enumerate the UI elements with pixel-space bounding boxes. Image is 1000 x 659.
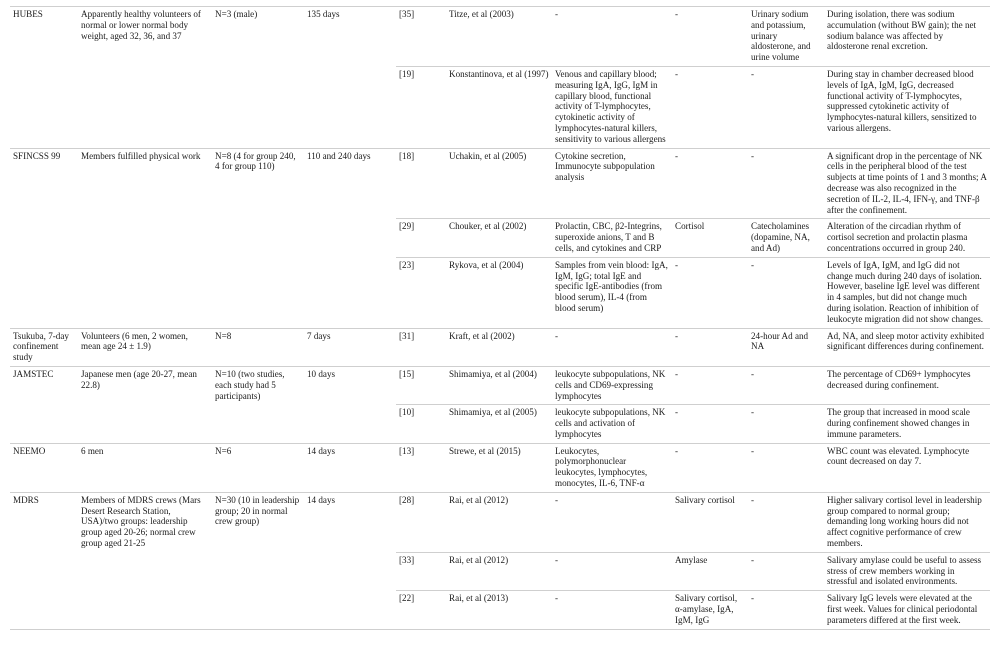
reference-cell: [13]	[396, 443, 446, 492]
reference-cell: [28]	[396, 492, 446, 552]
urine-markers-cell: -	[748, 257, 824, 328]
finding-cell: Salivary amylase could be useful to assess stress of crew members working in stressful and isolated environments.	[824, 552, 990, 590]
table-body	[10, 7, 990, 630]
author-cell: Shimamiya, et al (2004)	[446, 366, 552, 404]
study-name-cell	[10, 552, 78, 590]
duration-cell	[304, 219, 382, 257]
author-cell: Shimamiya, et al (2005)	[446, 405, 552, 443]
reference-cell: [18]	[396, 148, 446, 219]
table-row	[10, 66, 990, 148]
column-spacer	[382, 148, 396, 219]
subjects-cell	[78, 219, 212, 257]
study-name-cell	[10, 591, 78, 629]
urine-markers-cell: Urinary sodium and potassium, urinary aldosterone, and urine volume	[748, 7, 824, 67]
duration-cell	[304, 66, 382, 148]
column-spacer	[382, 405, 396, 443]
saliva-markers-cell: -	[672, 366, 748, 404]
saliva-markers-cell: -	[672, 7, 748, 67]
sample-size-cell	[212, 219, 304, 257]
finding-cell: WBC count was elevated. Lymphocyte count decreased on day 7.	[824, 443, 990, 492]
table-row	[10, 148, 990, 219]
urine-markers-cell: -	[748, 148, 824, 219]
finding-cell: Salivary IgG levels were elevated at the first week. Values for clinical periodontal parameters differed at the first week.	[824, 591, 990, 629]
sample-size-cell: N=10 (two studies, each study had 5 participants)	[212, 366, 304, 404]
reference-cell: [10]	[396, 405, 446, 443]
duration-cell: 110 and 240 days	[304, 148, 382, 219]
author-cell: Rai, et al (2013)	[446, 591, 552, 629]
table-row	[10, 405, 990, 443]
saliva-markers-cell: -	[672, 443, 748, 492]
saliva-markers-cell: Cortisol	[672, 219, 748, 257]
saliva-markers-cell: Salivary cortisol	[672, 492, 748, 552]
reference-cell: [31]	[396, 328, 446, 366]
blood-markers-cell: -	[552, 7, 672, 67]
column-spacer	[382, 492, 396, 552]
study-name-cell: HUBES	[10, 7, 78, 67]
author-cell: Kraft, et al (2002)	[446, 328, 552, 366]
duration-cell	[304, 552, 382, 590]
table-row	[10, 443, 990, 492]
subjects-cell	[78, 66, 212, 148]
reference-cell: [23]	[396, 257, 446, 328]
saliva-markers-cell: -	[672, 328, 748, 366]
sample-size-cell	[212, 257, 304, 328]
author-cell: Chouker, et al (2002)	[446, 219, 552, 257]
subjects-cell	[78, 257, 212, 328]
blood-markers-cell: leukocyte subpopulations, NK cells and CD69-expressing lymphocytes	[552, 366, 672, 404]
saliva-markers-cell: -	[672, 405, 748, 443]
duration-cell: 14 days	[304, 443, 382, 492]
studies-table	[10, 6, 990, 630]
subjects-cell	[78, 405, 212, 443]
duration-cell: 7 days	[304, 328, 382, 366]
subjects-cell: Japanese men (age 20-27, mean 22.8)	[78, 366, 212, 404]
column-spacer	[382, 219, 396, 257]
sample-size-cell: N=30 (10 in leadership group; 20 in normal crew group)	[212, 492, 304, 552]
duration-cell: 14 days	[304, 492, 382, 552]
table-row	[10, 7, 990, 67]
urine-markers-cell: Catecholamines (dopamine, NA, and Ad)	[748, 219, 824, 257]
finding-cell: Levels of IgA, IgM, and IgG did not change much during 240 days of isolation. However, baseline IgE level was different in 4 samples, but did not change much during isolation. Reaction of inhibition of leukocyte migration did not show changes.	[824, 257, 990, 328]
urine-markers-cell: 24-hour Ad and NA	[748, 328, 824, 366]
blood-markers-cell: Cytokine secretion, Immunocyte subpopulation analysis	[552, 148, 672, 219]
blood-markers-cell: -	[552, 328, 672, 366]
duration-cell: 10 days	[304, 366, 382, 404]
study-name-cell: SFINCSS 99	[10, 148, 78, 219]
finding-cell: Ad, NA, and sleep motor activity exhibited significant differences during confinement.	[824, 328, 990, 366]
author-cell: Strewe, et al (2015)	[446, 443, 552, 492]
urine-markers-cell: -	[748, 66, 824, 148]
sample-size-cell: N=8 (4 for group 240, 4 for group 110)	[212, 148, 304, 219]
table-row	[10, 219, 990, 257]
reference-cell: [29]	[396, 219, 446, 257]
sample-size-cell	[212, 66, 304, 148]
finding-cell: The percentage of CD69+ lymphocytes decreased during confinement.	[824, 366, 990, 404]
author-cell: Titze, et al (2003)	[446, 7, 552, 67]
saliva-markers-cell: Amylase	[672, 552, 748, 590]
saliva-markers-cell: -	[672, 66, 748, 148]
table-row	[10, 552, 990, 590]
author-cell: Rai, et al (2012)	[446, 492, 552, 552]
reference-cell: [22]	[396, 591, 446, 629]
blood-markers-cell: Leukocytes, polymorphonuclear leukocytes, lymphocytes, monocytes, IL-6, TNF-α	[552, 443, 672, 492]
duration-cell	[304, 591, 382, 629]
table-row	[10, 492, 990, 552]
subjects-cell: Apparently healthy volunteers of normal or lower normal body weight, aged 32, 36, and 37	[78, 7, 212, 67]
sample-size-cell	[212, 405, 304, 443]
column-spacer	[382, 257, 396, 328]
study-name-cell	[10, 405, 78, 443]
sample-size-cell: N=3 (male)	[212, 7, 304, 67]
blood-markers-cell: Prolactin, CBC, β2-Integrins, superoxide anions, T and B cells, and cytokines and CRP	[552, 219, 672, 257]
subjects-cell	[78, 552, 212, 590]
table-row	[10, 257, 990, 328]
urine-markers-cell: -	[748, 443, 824, 492]
duration-cell	[304, 257, 382, 328]
reference-cell: [35]	[396, 7, 446, 67]
blood-markers-cell: -	[552, 552, 672, 590]
blood-markers-cell: leukocyte subpopulations, NK cells and activation of lymphocytes	[552, 405, 672, 443]
table-row	[10, 591, 990, 629]
urine-markers-cell: -	[748, 552, 824, 590]
duration-cell: 135 days	[304, 7, 382, 67]
subjects-cell	[78, 591, 212, 629]
duration-cell	[304, 405, 382, 443]
finding-cell: A significant drop in the percentage of NK cells in the peripheral blood of the test subjects at time points of 1 and 3 months; A decrease was also recognized in the secretion of IL-2, IL-4, IFN-γ, and TNF-β after the confinement.	[824, 148, 990, 219]
subjects-cell: Volunteers (6 men, 2 women, mean age 24 ± 1.9)	[78, 328, 212, 366]
column-spacer	[382, 66, 396, 148]
author-cell: Uchakin, et al (2005)	[446, 148, 552, 219]
reference-cell: [19]	[396, 66, 446, 148]
table-row	[10, 328, 990, 366]
column-spacer	[382, 552, 396, 590]
saliva-markers-cell: -	[672, 148, 748, 219]
urine-markers-cell: -	[748, 492, 824, 552]
column-spacer	[382, 366, 396, 404]
sample-size-cell	[212, 591, 304, 629]
saliva-markers-cell: Salivary cortisol, α-amylase, IgA, IgM, IgG	[672, 591, 748, 629]
sample-size-cell: N=8	[212, 328, 304, 366]
sample-size-cell: N=6	[212, 443, 304, 492]
study-name-cell: JAMSTEC	[10, 366, 78, 404]
subjects-cell: Members fulfilled physical work	[78, 148, 212, 219]
finding-cell: Higher salivary cortisol level in leadership group compared to normal group; demanding long working hours did not affect cognitive performance of crew members.	[824, 492, 990, 552]
column-spacer	[382, 7, 396, 67]
table-row	[10, 366, 990, 404]
subjects-cell: Members of MDRS crews (Mars Desert Research Station, USA)/two groups: leadership group aged 20-26; normal crew group aged 21-25	[78, 492, 212, 552]
author-cell: Rykova, et al (2004)	[446, 257, 552, 328]
column-spacer	[382, 328, 396, 366]
study-name-cell	[10, 66, 78, 148]
blood-markers-cell: Venous and capillary blood; measuring IgA, IgG, IgM in capillary blood, functional activity of T-lymphocytes, cytokinetic activity of lymphocytes-natural killers, sensitivity to various allergens	[552, 66, 672, 148]
study-name-cell: Tsukuba, 7-day confinement study	[10, 328, 78, 366]
urine-markers-cell: -	[748, 591, 824, 629]
column-spacer	[382, 443, 396, 492]
finding-cell: During stay in chamber decreased blood levels of IgA, IgM, IgG, decreased functional activity of T-lymphocytes, suppressed cytokinetic activity of lymphocytes-natural killers, sensitized to various allergens.	[824, 66, 990, 148]
urine-markers-cell: -	[748, 405, 824, 443]
subjects-cell: 6 men	[78, 443, 212, 492]
study-name-cell: MDRS	[10, 492, 78, 552]
finding-cell: The group that increased in mood scale during confinement showed changes in immune parameters.	[824, 405, 990, 443]
saliva-markers-cell: -	[672, 257, 748, 328]
author-cell: Konstantinova, et al (1997)	[446, 66, 552, 148]
reference-cell: [15]	[396, 366, 446, 404]
study-name-cell	[10, 257, 78, 328]
column-spacer	[382, 591, 396, 629]
study-name-cell: NEEMO	[10, 443, 78, 492]
urine-markers-cell: -	[748, 366, 824, 404]
blood-markers-cell: Samples from vein blood: IgA, IgM, IgG; total IgE and specific IgE-antibodies (from blood serum), IL-4 (from blood serum)	[552, 257, 672, 328]
finding-cell: During isolation, there was sodium accumulation (without BW gain); the net sodium balance was affected by aldosterone renal excretion.	[824, 7, 990, 67]
author-cell: Rai, et al (2012)	[446, 552, 552, 590]
study-name-cell	[10, 219, 78, 257]
finding-cell: Alteration of the circadian rhythm of cortisol secretion and prolactin plasma concentrations occurred in group 240.	[824, 219, 990, 257]
blood-markers-cell: -	[552, 492, 672, 552]
blood-markers-cell: -	[552, 591, 672, 629]
reference-cell: [33]	[396, 552, 446, 590]
sample-size-cell	[212, 552, 304, 590]
